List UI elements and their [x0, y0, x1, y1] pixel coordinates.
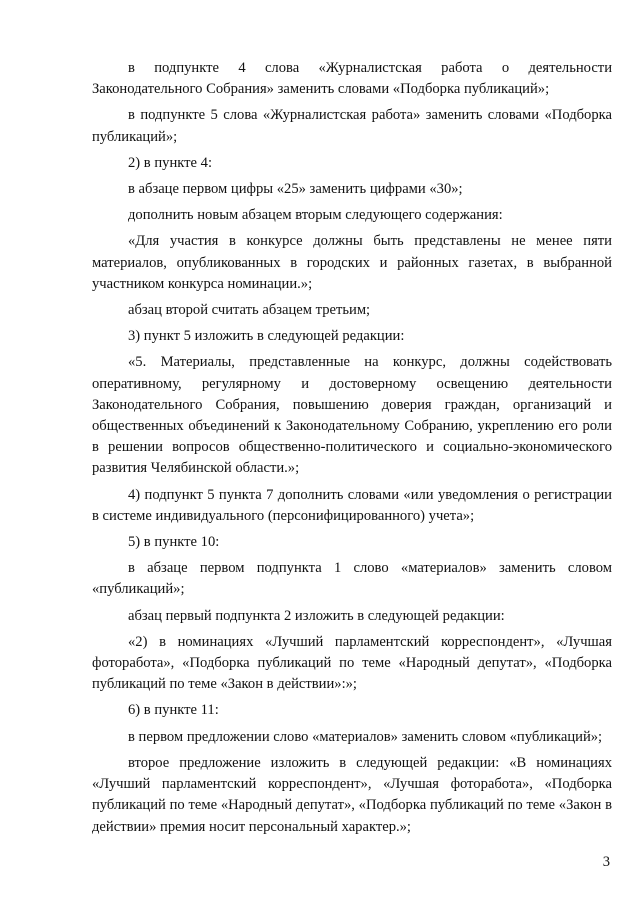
paragraph-2: в подпункте 5 слова «Журналистская работа» заменить словами «Подборка публикаций»; — [92, 107, 612, 145]
paragraph-4: в абзаце первом цифры «25» заменить цифрами «30»; — [128, 181, 463, 198]
paragraph-1: в подпункте 4 слова «Журналистская работа о деятельности Законодательного Собрания» заменить словами «Подборка публикаций»; — [92, 60, 612, 98]
paragraph-17: второе предложение изложить в следующей редакции: «В номинациях «Лучший парламентский корреспондент», «Лучшая фоторабота», «Подборка публикаций по теме «Народный депутат», «Подборка публикаций по теме «Закон в действии» премия носит персональный характер.»; — [92, 754, 612, 835]
paragraph-8: 3) пункт 5 изложить в следующей редакции: — [128, 328, 405, 345]
paragraph-3: 2) в пункте 4: — [128, 154, 213, 171]
paragraph-12: в абзаце первом подпункта 1 слово «материалов» заменить словом «публикаций»; — [92, 560, 612, 598]
paragraph-6: «Для участия в конкурсе должны быть представлены не менее пяти материалов, опубликованных в городских и районных газетах, в выбранной участником конкурса номинации.»; — [92, 233, 612, 292]
page-number: 3 — [602, 854, 610, 870]
paragraph-10: 4) подпункт 5 пункта 7 дополнить словами «или уведомления о регистрации в системе индивидуального (персонифицированного) учета»; — [92, 486, 612, 524]
document-body — [92, 58, 612, 843]
paragraph-15: 6) в пункте 11: — [128, 702, 219, 719]
paragraph-7: абзац второй считать абзацем третьим; — [128, 302, 371, 319]
paragraph-5: дополнить новым абзацем вторым следующего содержания: — [128, 207, 503, 224]
paragraph-16: в первом предложении слово «материалов» заменить словом «публикаций»; — [128, 728, 603, 745]
paragraph-9: «5. Материалы, представленные на конкурс, должны содействовать оперативному, регулярному и достоверному освещению деятельности Законодательного Собрания, повышению доверия граждан, организаций и общественных объединений к Законодательному Собранию, укреплению его роли в решении вопросов общественно-политического и социально-экономического развития Челябинской области.»; — [92, 354, 612, 477]
paragraph-11: 5) в пункте 10: — [128, 534, 220, 551]
paragraph-13: абзац первый подпункта 2 изложить в следующей редакции: — [128, 607, 505, 624]
paragraph-14: «2) в номинациях «Лучший парламентский корреспондент», «Лучшая фоторабота», «Подборка публикаций по теме «Народный депутат», «Подборка публикаций по теме «Закон в действии»:»; — [92, 633, 612, 693]
